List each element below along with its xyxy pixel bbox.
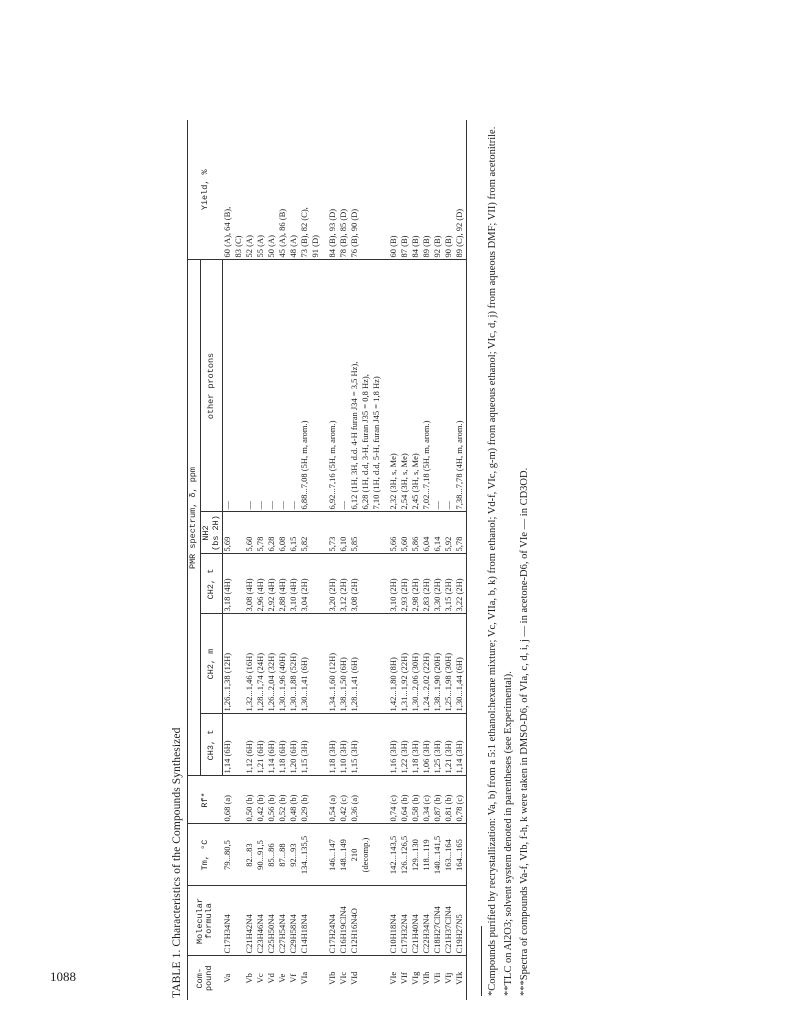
cell-ch2m	[372, 614, 383, 714]
cell-yield: 89 (C), 92 (D)	[455, 120, 467, 260]
cell-id	[361, 956, 372, 1000]
table-body	[223, 120, 467, 1000]
cell-nh2: 5,69	[223, 512, 235, 554]
cell-rf: 0,50 (b)	[245, 776, 256, 824]
cell-ch2m: 1,31...1,92 (22H)	[400, 614, 411, 714]
cell-nh2	[372, 512, 383, 554]
cell-ch3: 1,06 (3H)	[422, 714, 433, 776]
cell-ch3: 1,14 (6H)	[267, 714, 278, 776]
cell-nh2: 6,04	[422, 512, 433, 554]
cell-yield: 76 (B), 90 (D)	[350, 120, 361, 260]
cell-ch2t: 3,08 (2H)	[350, 554, 361, 614]
cell-ch2t: 2,83 (2H)	[422, 554, 433, 614]
header-ch3: CH3, t	[200, 714, 223, 776]
cell-rf: 0,58 (b)	[411, 776, 422, 824]
cell-formula: C21H37ClN4	[444, 886, 455, 956]
cell-mp: 87...88	[278, 824, 289, 886]
cell-mp	[311, 824, 322, 886]
cell-id: VIe	[388, 971, 399, 985]
cell-mp	[372, 824, 383, 886]
header-other: other protons	[200, 260, 223, 512]
cell-rf: 0,48 (b)	[289, 776, 300, 824]
cell-rf: 0,56 (b)	[267, 776, 278, 824]
cell-rf: 0,42 (c)	[339, 776, 350, 824]
cell-nh2: 5,92	[444, 512, 455, 554]
cell-id: VIf	[399, 972, 410, 985]
cell-ch2m: 1,30...1,88 (52H)	[289, 614, 300, 714]
cell-other: 6,92...7,16 (5H, m, arom.)	[328, 260, 339, 512]
cell-ch3: 1,16 (3H)	[389, 714, 400, 776]
cell-ch2m: 1,25...1,98 (30H)	[444, 614, 455, 714]
cell-nh2	[361, 512, 372, 554]
cell-other	[311, 260, 322, 512]
cell-other: 6,28 (1H, d.d, 3-H, furan J35 = 0,8 Hz),	[361, 260, 372, 512]
cell-nh2: 6,14	[433, 512, 444, 554]
cell-id: VIj	[443, 972, 454, 984]
cell-formula: C23H46N4	[256, 886, 267, 956]
rotated-table-block	[171, 120, 651, 1000]
table-row	[311, 120, 322, 1000]
cell-rf	[361, 776, 372, 824]
cell-other: —	[245, 260, 256, 512]
cell-rf: 0,78 (c)	[455, 776, 467, 824]
cell-other: 7,38...7,78 (4H, m, arom.)	[455, 260, 467, 512]
cell-yield: 45 (A), 86 (B)	[278, 120, 289, 260]
cell-yield: 84 (B), 93 (D)	[328, 120, 339, 260]
cell-ch2m: 1,26...1,38 (12H)	[223, 614, 235, 714]
cell-id: Vc	[255, 973, 266, 984]
cell-mp: 118...119	[422, 824, 433, 886]
compounds-table	[187, 120, 467, 1000]
cell-nh2: 6,08	[278, 512, 289, 554]
cell-formula: C21H42N4	[245, 886, 256, 956]
cell-ch3	[372, 714, 383, 776]
cell-formula: C29H58N4	[289, 886, 300, 956]
cell-ch2m: 1,38...1,50 (6H)	[339, 614, 350, 714]
cell-ch2t: 2,92 (4H)	[267, 554, 278, 614]
cell-ch3	[361, 714, 372, 776]
cell-ch2t: 3,20 (2H)	[328, 554, 339, 614]
cell-rf	[311, 776, 322, 824]
cell-yield: 89 (B)	[422, 120, 433, 260]
cell-id: Ve	[277, 973, 288, 983]
cell-yield: 87 (B)	[400, 120, 411, 260]
cell-other: —	[433, 260, 444, 512]
header-formula: Molecular formula	[188, 886, 223, 956]
cell-ch2t: 3,10 (4H)	[289, 554, 300, 614]
cell-id	[372, 956, 383, 1000]
cell-nh2: 5,78	[256, 512, 267, 554]
cell-other: —	[278, 260, 289, 512]
cell-nh2: 5,66	[389, 512, 400, 554]
cell-mp: 90...91,5	[256, 824, 267, 886]
cell-nh2: 5,73	[328, 512, 339, 554]
cell-rf: 0,36 (a)	[350, 776, 361, 824]
cell-formula	[361, 886, 372, 956]
cell-ch2t	[372, 554, 383, 614]
cell-id: Vb	[244, 973, 255, 984]
cell-ch2m: 1,30...1,44 (6H)	[455, 614, 467, 714]
cell-rf: 0,74 (c)	[389, 776, 400, 824]
footnote-1: *Compounds purified by recrystallization: Va, b) from a 5:1 ethanol:hexane mixture; Vc, VIIa, b, k) from ethanol; Vd-f, VIc, g-m) from aqueous ethanol; VIc, d, j) from aqueous DMF; VII) from acetonitrile.	[487, 126, 499, 996]
cell-ch3: 1,25 (3H)	[433, 714, 444, 776]
cell-nh2: 5,82	[300, 512, 311, 554]
cell-ch2m	[361, 614, 372, 714]
cell-rf: 0,68 (a)	[223, 776, 235, 824]
cell-id: VIb	[327, 971, 338, 985]
cell-yield: 90 (B)	[444, 120, 455, 260]
cell-nh2: 5,86	[411, 512, 422, 554]
cell-other: —	[267, 260, 278, 512]
cell-formula: C22H34N4	[422, 886, 433, 956]
cell-id	[311, 956, 322, 1000]
cell-nh2: 5,85	[350, 512, 361, 554]
cell-ch2t	[361, 554, 372, 614]
cell-yield: 48 (A)	[289, 120, 300, 260]
cell-other: 2,54 (3H, s, Me)	[400, 260, 411, 512]
cell-mp: 126...126,5	[400, 824, 411, 886]
cell-ch3: 1,20 (6H)	[289, 714, 300, 776]
cell-ch2m: 1,38...1,90 (20H)	[433, 614, 444, 714]
cell-ch2t: 3,08 (4H)	[245, 554, 256, 614]
cell-ch3: 1,21 (3H)	[444, 714, 455, 776]
table-row	[455, 120, 467, 1000]
cell-nh2: 6,28	[267, 512, 278, 554]
cell-yield: 73 (B), 82 (C),	[300, 120, 311, 260]
cell-ch3: 1,10 (3H)	[339, 714, 350, 776]
cell-other: 7,10 (1H, d.d, 5-H, furan J45 = 1,8 Hz)	[372, 260, 383, 512]
cell-other: 2,32 (3H, s, Me)	[389, 260, 400, 512]
cell-ch2m: 1,30...2,06 (30H)	[411, 614, 422, 714]
cell-ch2t: 3,12 (2H)	[339, 554, 350, 614]
cell-rf: 0,29 (b)	[300, 776, 311, 824]
cell-rf: 0,64 (b)	[400, 776, 411, 824]
cell-ch3: 1,14 (6H)	[223, 714, 235, 776]
cell-id: VIk	[455, 956, 467, 1000]
cell-id: VIi	[432, 972, 443, 984]
cell-other: —	[339, 260, 350, 512]
cell-formula: C27H54N4	[278, 886, 289, 956]
cell-formula	[311, 886, 322, 956]
header-compound: Com- pound	[188, 956, 223, 1000]
cell-yield: 83 (C)	[234, 120, 245, 260]
header-ch2t: CH2, t	[200, 554, 223, 614]
cell-id: VIg	[410, 971, 421, 985]
cell-mp: 148...149	[339, 824, 350, 886]
cell-other	[234, 260, 245, 512]
table-row	[372, 120, 383, 1000]
cell-mp: 140...141,5	[433, 824, 444, 886]
cell-mp: 129...130	[411, 824, 422, 886]
cell-ch2m: 1,26...2,04 (32H)	[267, 614, 278, 714]
cell-id: VId	[349, 971, 360, 985]
cell-yield: 50 (A)	[267, 120, 278, 260]
cell-ch3: 1,15 (3H)	[300, 714, 311, 776]
cell-id: VIc	[338, 971, 349, 985]
header-ch2m: CH2, m	[200, 614, 223, 714]
page-number: 1088	[50, 969, 76, 984]
cell-ch3: 1,18 (3H)	[411, 714, 422, 776]
cell-other: —	[223, 260, 235, 512]
cell-ch2m: 1,30...1,41 (6H)	[300, 614, 311, 714]
footnote-2: **TLC on Al2O3; solvent system denoted in parentheses (see Experimental).	[503, 671, 515, 996]
cell-formula: C18H27ClN4	[433, 886, 444, 956]
header-rf: Rf*	[188, 776, 223, 824]
cell-ch2m: 1,28...1,41 (6H)	[350, 614, 361, 714]
cell-ch3: 1,14 (3H)	[455, 714, 467, 776]
cell-yield: 55 (A)	[256, 120, 267, 260]
cell-rf: 0,54 (a)	[328, 776, 339, 824]
cell-ch2t: 3,30 (2H)	[433, 554, 444, 614]
cell-ch2t: 3,18 (4H)	[223, 554, 235, 614]
cell-mp: 85...86	[267, 824, 278, 886]
cell-ch3: 1,18 (3H)	[328, 714, 339, 776]
cell-formula: C21H40N4	[411, 886, 422, 956]
cell-formula: C17H24N4	[328, 886, 339, 956]
cell-other: 6,88...7,08 (5H, m, arom.)	[300, 260, 311, 512]
cell-yield: 60 (A), 64 (B),	[223, 120, 235, 260]
cell-id: Vd	[266, 973, 277, 984]
cell-rf	[372, 776, 383, 824]
cell-ch2t: 3,22 (2H)	[455, 554, 467, 614]
header-mp: Tm, °C	[188, 824, 223, 886]
cell-formula: C17H32N4	[400, 886, 411, 956]
cell-id: Vf	[288, 973, 299, 983]
cell-id: VIh	[421, 971, 432, 985]
cell-ch2m: 1,30...1,96 (40H)	[278, 614, 289, 714]
cell-ch3: 1,22 (3H)	[400, 714, 411, 776]
cell-ch2t: 2,88 (4H)	[278, 554, 289, 614]
cell-nh2: 5,60	[400, 512, 411, 554]
cell-ch2t: 3,15 (2H)	[444, 554, 455, 614]
header-nh2: NH2 (bs 2H)	[200, 512, 223, 554]
cell-ch2m: 1,28...1,74 (24H)	[256, 614, 267, 714]
footnote-rule	[481, 926, 482, 996]
cell-other: 2,45 (3H, s, Me)	[411, 260, 422, 512]
cell-rf: 0,52 (b)	[278, 776, 289, 824]
cell-ch2m: 1,42...1,80 (8H)	[389, 614, 400, 714]
cell-mp: 79...80,5	[223, 824, 235, 886]
cell-ch3: 1,15 (3H)	[350, 714, 361, 776]
cell-id: Va	[221, 973, 232, 983]
cell-formula: C10H18N4	[389, 886, 400, 956]
cell-ch2m: 1,32...1,46 (16H)	[245, 614, 256, 714]
cell-mp: 142...143,5	[389, 824, 400, 886]
cell-ch2t: 2,96 (4H)	[256, 554, 267, 614]
cell-ch2t: 2,93 (2H)	[400, 554, 411, 614]
cell-ch3: 1,18 (6H)	[278, 714, 289, 776]
cell-formula: C19H27N5	[455, 886, 467, 956]
cell-mp: 134...135,5	[300, 824, 311, 886]
cell-ch3	[311, 714, 322, 776]
cell-ch3: 1,12 (6H)	[245, 714, 256, 776]
header-yield: Yield, %	[188, 120, 223, 260]
cell-mp: 92...93	[289, 824, 300, 886]
footnotes	[481, 120, 533, 996]
cell-ch2m: 1,24...2,02 (22H)	[422, 614, 433, 714]
cell-yield	[372, 120, 383, 260]
cell-ch3: 1,21 (6H)	[256, 714, 267, 776]
cell-other: 7,02...7,18 (5H, m, arom.)	[422, 260, 433, 512]
table-row	[361, 120, 372, 1000]
cell-yield: 91 (D)	[311, 120, 322, 260]
cell-yield: 52 (A)	[245, 120, 256, 260]
table-caption: TABLE 1. Characteristics of the Compounds Synthesized	[171, 727, 183, 998]
cell-yield: 60 (B)	[389, 120, 400, 260]
cell-yield: 84 (B)	[411, 120, 422, 260]
cell-mp: (decomp.)	[361, 824, 372, 886]
cell-nh2: 5,60	[245, 512, 256, 554]
cell-mp: 163...164	[444, 824, 455, 886]
cell-formula: C25H50N4	[267, 886, 278, 956]
cell-nh2: 6,15	[289, 512, 300, 554]
cell-rf: 0,34 (c)	[422, 776, 433, 824]
cell-rf: 0,42 (b)	[256, 776, 267, 824]
cell-ch2m	[311, 614, 322, 714]
cell-yield: 78 (B), 85 (D)	[339, 120, 350, 260]
cell-ch2m: 1,34...1,60 (12H)	[328, 614, 339, 714]
cell-formula: C12H16N4O	[350, 886, 361, 956]
cell-rf: 0,81 (b)	[444, 776, 455, 824]
cell-formula: C14H18N4	[300, 886, 311, 956]
cell-formula	[372, 886, 383, 956]
cell-rf: 0,87 (b)	[433, 776, 444, 824]
cell-other: 6,12 (1H, 3H, d.d. 4-H furan J34 = 3,5 Hz),	[350, 260, 361, 512]
cell-other: —	[444, 260, 455, 512]
cell-id: VIa	[299, 971, 310, 985]
cell-formula: C17H34N4	[223, 886, 235, 956]
cell-mp: 82...83	[245, 824, 256, 886]
cell-formula: C16H19ClN4	[339, 886, 350, 956]
header-pmr: PMR spectrum, δ, ppm	[188, 260, 201, 776]
cell-other: —	[289, 260, 300, 512]
cell-nh2: 5,78	[455, 512, 467, 554]
cell-mp: 164...165	[455, 824, 467, 886]
cell-ch2t: 3,10 (2H)	[389, 554, 400, 614]
cell-yield: 92 (B)	[433, 120, 444, 260]
cell-other: —	[256, 260, 267, 512]
cell-yield	[361, 120, 372, 260]
cell-ch2t: 3,04 (2H)	[300, 554, 311, 614]
cell-nh2	[311, 512, 322, 554]
cell-nh2: 6,10	[339, 512, 350, 554]
cell-ch2t	[311, 554, 322, 614]
cell-ch2t: 2,98 (2H)	[411, 554, 422, 614]
cell-mp: 146...147	[328, 824, 339, 886]
cell-mp: 210	[350, 824, 361, 886]
footnote-3: ***Spectra of compounds Va-f, VIb, f-h, k were taken in DMSO-D6, of VIa, c, d, i, j — in acetone-D6, of VIe — in CD3OD.	[519, 467, 531, 996]
